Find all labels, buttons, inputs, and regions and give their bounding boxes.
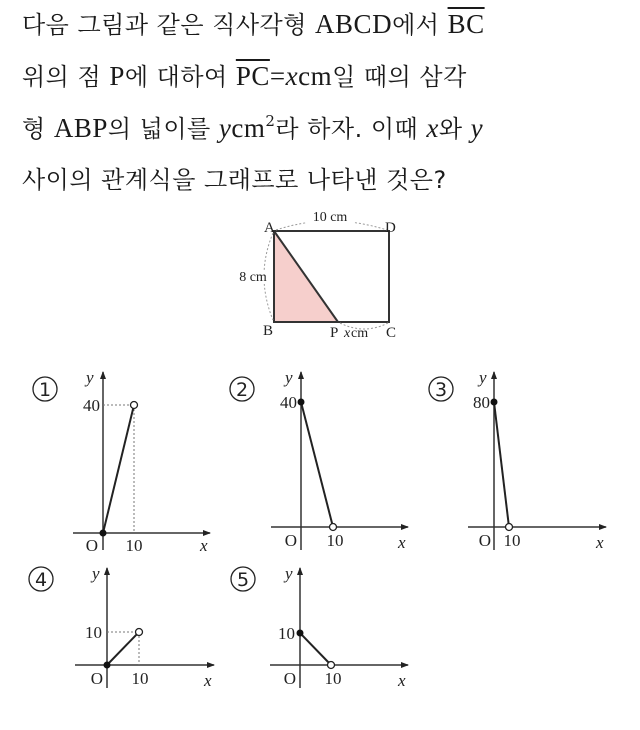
open-point <box>328 662 335 669</box>
origin-label: O <box>478 531 491 550</box>
closed-point <box>100 530 107 537</box>
label-10cm: 10 cm <box>312 210 348 225</box>
vertex-a: A <box>264 220 275 236</box>
y-axis-label: y <box>285 368 293 387</box>
text-segment: 에서 <box>392 11 448 39</box>
origin-label: O <box>90 669 103 688</box>
variable-y: y <box>470 113 484 143</box>
vertex-c: C <box>386 325 397 341</box>
text-segment: 사이의 관계식을 그래프로 나타낸 것은? <box>22 166 447 194</box>
open-point <box>330 524 337 531</box>
label-x: x <box>344 326 351 341</box>
closed-point <box>297 630 304 637</box>
x-tick: 10 <box>324 669 342 688</box>
y-axis-label: y <box>86 368 94 387</box>
open-point <box>131 402 138 409</box>
x-axis-label: x <box>398 671 406 690</box>
choice-5-number: 5 <box>236 569 250 591</box>
x-axis-label: x <box>204 671 212 690</box>
y-tick: 10 <box>85 623 102 642</box>
y-axis-label: y <box>92 564 100 583</box>
exponent: 2 <box>265 112 276 130</box>
choice-1-number: 1 <box>38 379 52 401</box>
choice-1-graph[interactable] <box>33 368 210 555</box>
x-tick: 10 <box>131 669 149 688</box>
equals-sign: = <box>269 61 286 91</box>
text-segment: 에 대하여 <box>124 63 236 91</box>
text-segment: 일 때의 삼각 <box>332 63 467 91</box>
origin-label: O <box>283 669 296 688</box>
vertex-p: P <box>330 325 339 341</box>
text-segment: 의 넓이를 <box>107 115 219 143</box>
x-axis-label: x <box>398 533 406 552</box>
x-axis-label: x <box>596 533 604 552</box>
triangle-name: ABP <box>53 113 108 143</box>
segment-bc: $\overline{BC}$ <box>447 9 485 39</box>
origin-label: O <box>85 536 98 555</box>
unit-cm: cm <box>298 61 333 91</box>
variable-y: y <box>218 113 232 143</box>
point-p: P <box>109 61 125 91</box>
y-tick: 10 <box>278 624 295 643</box>
graph-line <box>494 402 509 527</box>
closed-point <box>104 662 111 669</box>
closed-point <box>298 399 305 406</box>
open-point <box>506 524 513 531</box>
closed-point <box>491 399 498 406</box>
choice-4-graph[interactable] <box>29 564 214 690</box>
graph-line <box>300 633 331 665</box>
text-segment: 다음 그림과 같은 직사각형 <box>22 11 316 39</box>
variable-x: x <box>285 61 299 91</box>
y-tick: 80 <box>473 393 490 412</box>
x-axis-label: x <box>200 536 208 555</box>
origin-label: O <box>284 531 297 550</box>
choice-3-graph[interactable] <box>429 368 606 552</box>
unit-cm: cm <box>231 113 266 143</box>
text-segment: 와 <box>438 115 471 143</box>
open-point <box>136 629 143 636</box>
choice-2-number: 2 <box>235 379 249 401</box>
choice-2-graph[interactable] <box>230 368 408 552</box>
vertex-d: D <box>385 220 396 236</box>
choice-5-graph[interactable] <box>231 564 408 690</box>
y-axis-label: y <box>479 368 487 387</box>
text-segment: 위의 점 <box>22 63 110 91</box>
rectangle-figure <box>236 210 396 341</box>
vertex-b: B <box>263 323 274 339</box>
y-axis-label: y <box>285 564 293 583</box>
text-segment: 라 하자. 이때 <box>275 115 427 143</box>
y-tick: 40 <box>83 396 100 415</box>
x-tick: 10 <box>326 531 344 550</box>
choice-4-number: 4 <box>34 569 48 591</box>
graph-line <box>103 405 134 533</box>
x-tick: 10 <box>503 531 521 550</box>
segment-pc: $\overline{PC}$ <box>235 61 270 91</box>
x-tick: 10 <box>125 536 143 555</box>
rectangle-name: ABCD <box>315 9 393 39</box>
variable-x: x <box>426 113 439 143</box>
graph-line <box>301 402 333 527</box>
graph-line <box>107 632 139 665</box>
label-8cm: 8 cm <box>239 270 267 285</box>
choice-3-number: 3 <box>434 379 448 401</box>
label-cm: cm <box>351 326 369 341</box>
text-segment: 형 <box>22 115 54 143</box>
y-tick: 40 <box>280 393 297 412</box>
